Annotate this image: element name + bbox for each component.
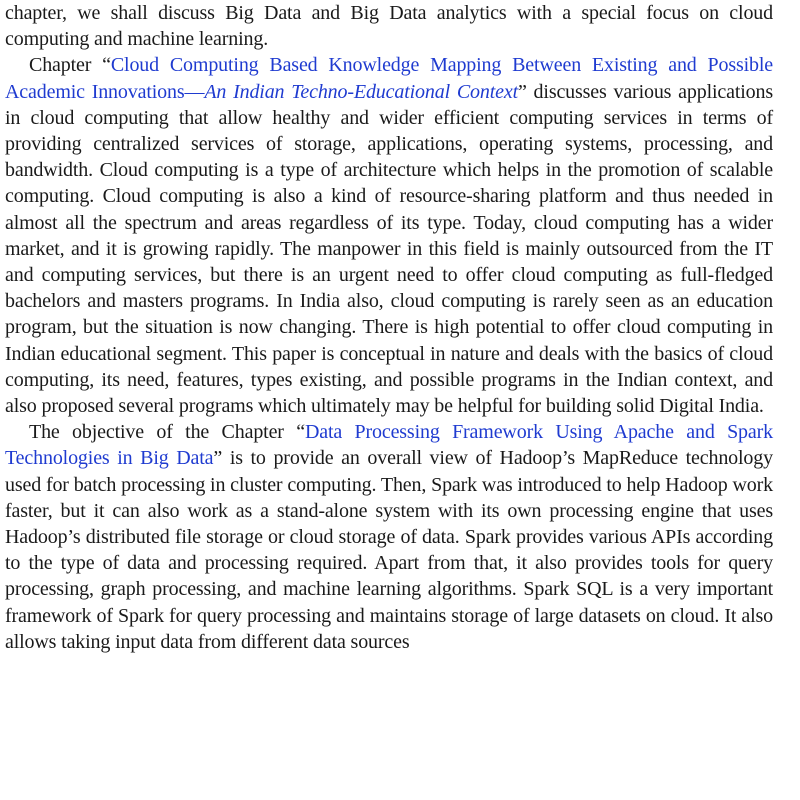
- chapter-link-data-processing[interactable]: Data Processing Framework Using Apache and Spark Technologies in Big Data: [5, 421, 773, 470]
- document-page: [5, 0, 773, 655]
- chapter-link-cloud-computing-subtitle: An Indian Techno-Educational Context: [204, 80, 518, 103]
- paragraph-2: [5, 52, 773, 419]
- paragraph-1-text: chapter, we shall discuss Big Data and Big Data analytics with a special focus on cloud computing and machine learning.: [5, 2, 773, 51]
- paragraph-3-body: ” is to provide an overall view of Hadoop’s MapReduce technology used for batch processing in cluster computing. Then, Spark was introduced to help Hadoop work faster, but it can also work as a stand-alone system with its own processing engine that uses Hadoop’s distributed file storage or cloud storage of data. Spark provides various APIs according to the type of data and processing required. Apart from that, it also provides tools for query processing, graph processing, and machine learning algorithms. Spark SQL is a very important framework of Spark for query processing and maintains storage of large datasets on cloud. It also allows taking input data from different data sources: [5, 447, 773, 653]
- paragraph-3: [5, 419, 773, 655]
- chapter-link-cloud-computing-title: Cloud Computing Based Knowledge Mapping Between Existing and Possible Academic Innovations—: [5, 54, 774, 103]
- paragraph-2-lead: Chapter “: [29, 54, 111, 77]
- paragraph-1: [5, 0, 773, 52]
- paragraph-2-body: ” discusses various applications in cloud computing that allow healthy and wider efficient computing services in terms of providing centralized services of storage, applications, operating systems, processing, and bandwidth. Cloud computing is a type of architecture which helps in the promotion of scalable computing. Cloud computing is also a kind of resource-sharing platform and thus needed in almost all the spectrum and areas regardless of its type. Today, cloud computing has a wider market, and it is growing rapidly. The manpower in this field is mainly outsourced from the IT and computing services, but there is an urgent need to offer cloud computing as full-fledged bachelors and masters programs. In India also, cloud computing is rarely seen as an education program, but the situation is now changing. There is high potential to offer cloud computing in Indian educational segment. This paper is conceptual in nature and deals with the basics of cloud computing, its need, features, types existing, and possible programs in the Indian context, and also proposed several programs which ultimately may be helpful for building solid Digital India.: [5, 80, 773, 418]
- paragraph-3-lead: The objective of the Chapter “: [29, 421, 305, 444]
